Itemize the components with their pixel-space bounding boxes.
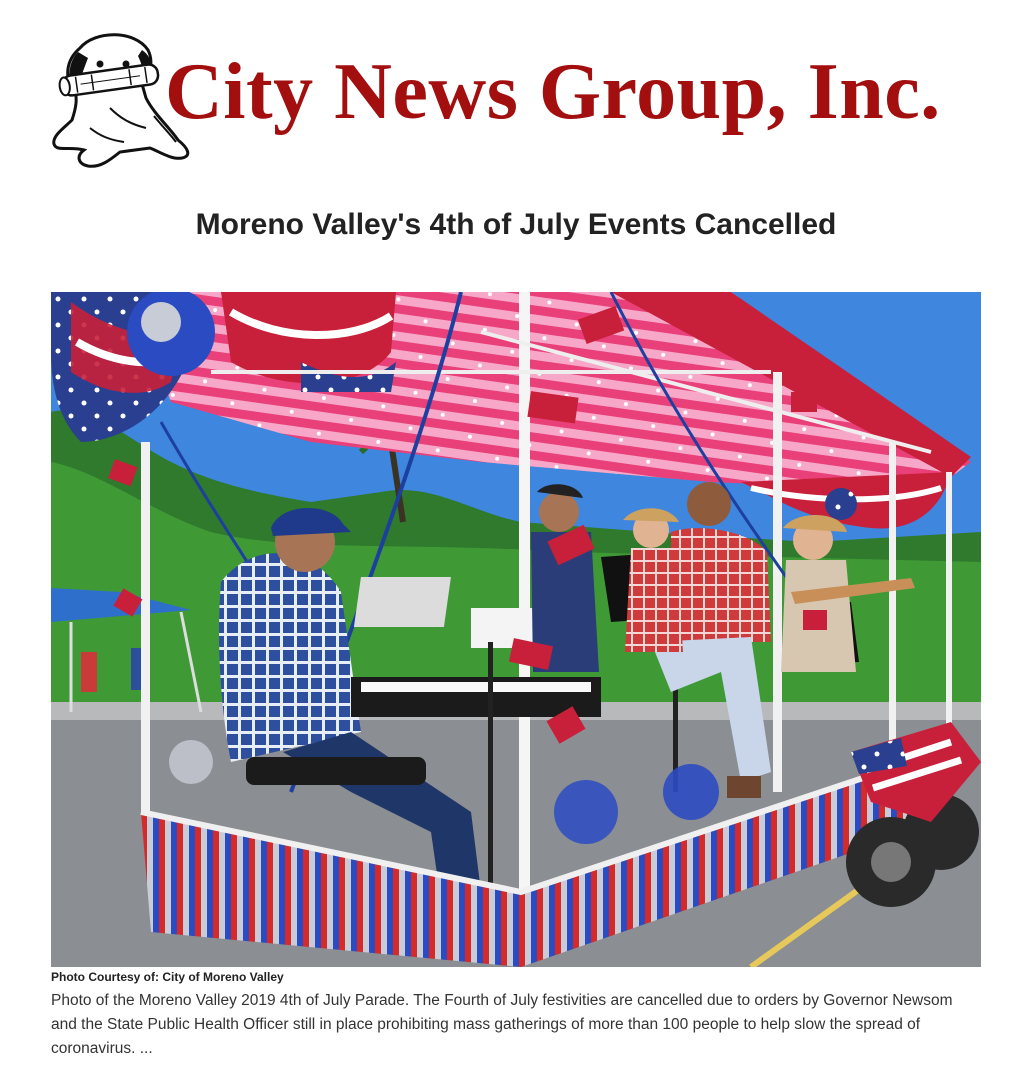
photo-credit: Photo Courtesy of: City of Moreno Valley [51,970,284,984]
article-title: Moreno Valley's 4th of July Events Cancelled [195,208,837,241]
brand-name[interactable]: City News Group, Inc. [165,48,941,136]
photo-caption: Photo of the Moreno Valley 2019 4th of July Parade. The Fourth of July festivities are cancelled due to orders by Governor Newsom and the State Public Health Officer still in place prohibiting mass gatherings of more than 100 people to help slow the spread of coronavirus. ... [51,992,953,1057]
parade-float-band-photo [51,292,981,967]
site-header [50,28,980,178]
photo-illustration [51,292,981,967]
